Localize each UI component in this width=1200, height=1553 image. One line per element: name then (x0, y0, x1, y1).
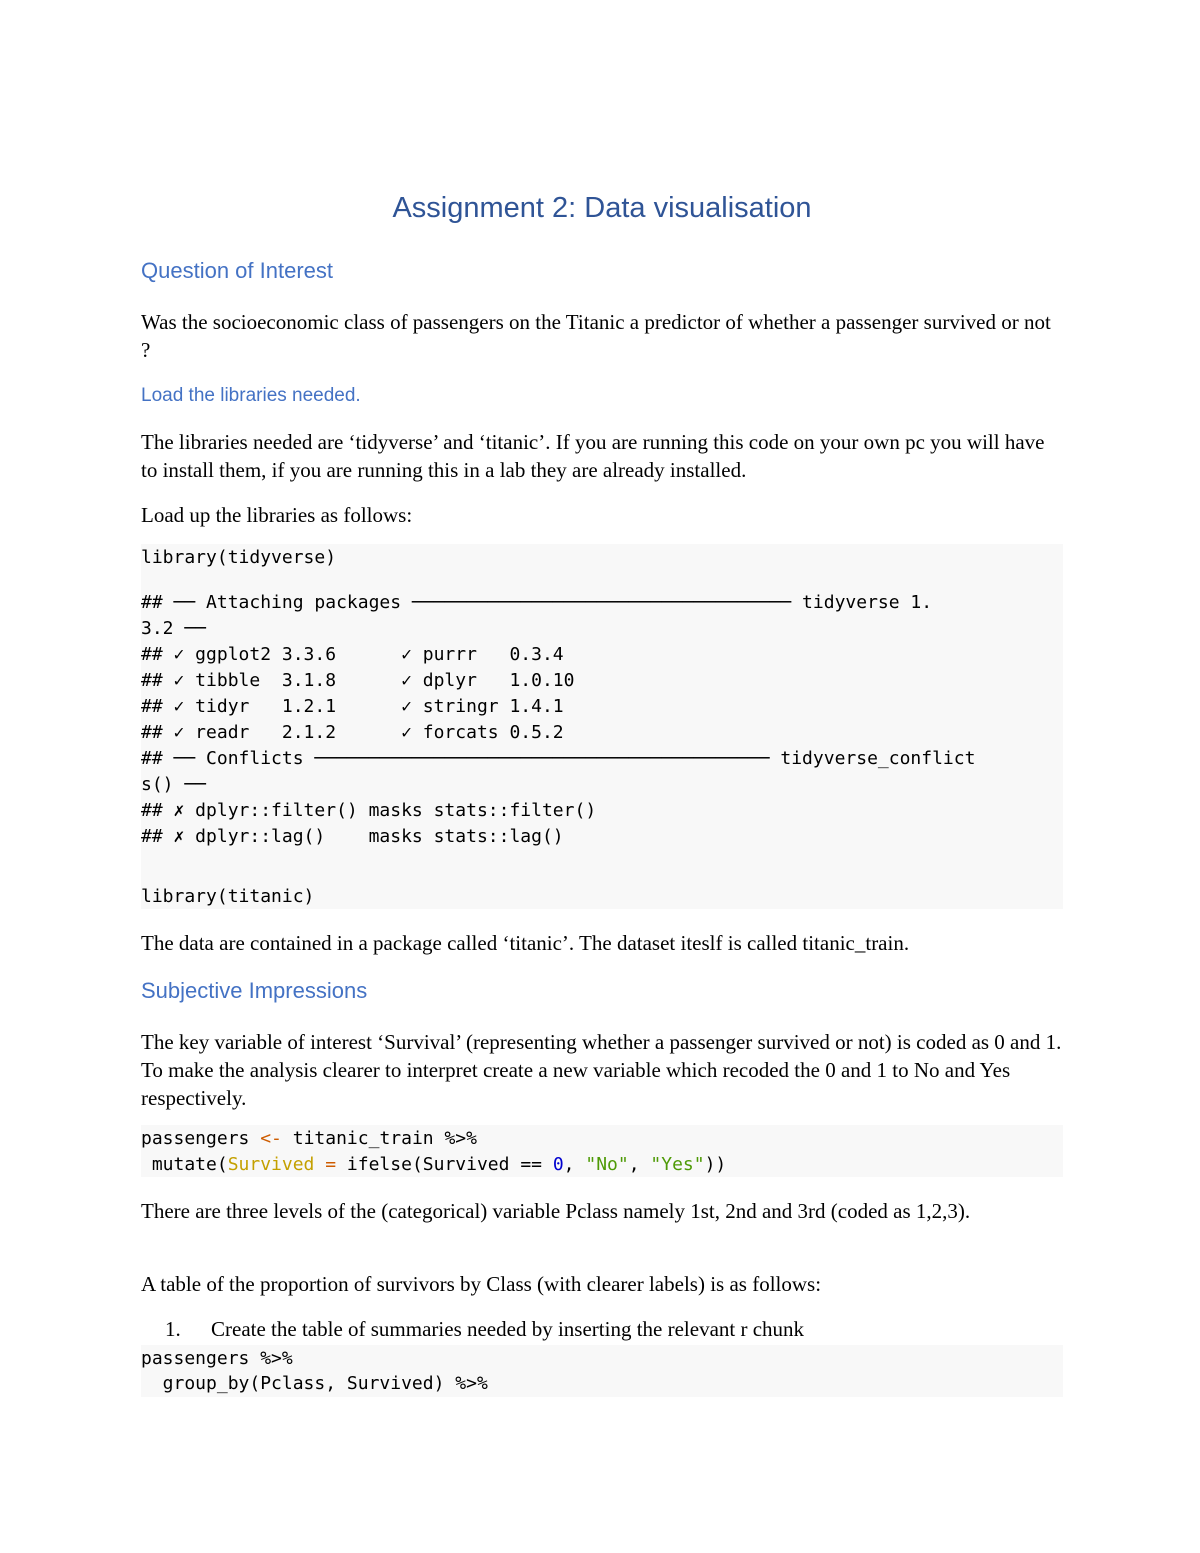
code-token: mutate( (141, 1154, 228, 1175)
table-text: A table of the proportion of survivors by Class (with clearer labels) is as follows: (141, 1272, 822, 1296)
console-output (141, 590, 975, 850)
question-text: Was the socioeconomic class of passengers on the Titanic a predictor of whether a passenger survived or not ? (141, 310, 1051, 362)
output-line: 3.2 ── (141, 618, 207, 639)
output-line: ## ── Conflicts ────────────────────────────────────────── tidyverse_conflict (141, 748, 976, 769)
code-token-string: "Yes" (650, 1154, 705, 1175)
output-line: s() ── (141, 774, 207, 795)
output-line: ## ✓ tibble 3.1.8 ✓ dplyr 1.0.10 (141, 670, 575, 691)
output-line: ## ✗ dplyr::lag() masks stats::lag() (141, 826, 564, 847)
subjective-heading: Subjective Impressions (141, 978, 368, 1003)
data-text: The data are contained in a package called ‘titanic’. The dataset iteslf is called titanic_train. (141, 931, 910, 955)
list-item (165, 1315, 804, 1343)
code-line: library(tidyverse) (141, 547, 337, 568)
output-line: ## ── Attaching packages ─────────────────────────────────── tidyverse 1. (141, 592, 933, 613)
code-token-string: "No" (585, 1154, 629, 1175)
output-line: ## ✗ dplyr::filter() masks stats::filter() (141, 800, 597, 821)
list-item-number: 1. (165, 1317, 181, 1341)
code-token-operator: <- (260, 1128, 282, 1149)
code-token: , (628, 1154, 651, 1175)
code-token-argument: Survived (227, 1154, 315, 1175)
load-up-text: Load up the libraries as follows: (141, 503, 413, 527)
code-token: titanic_train %>% (281, 1128, 477, 1149)
output-line: ## ✓ tidyr 1.2.1 ✓ stringr 1.4.1 (141, 696, 564, 717)
code-token: passengers (141, 1128, 261, 1149)
code-token: )) (704, 1154, 727, 1175)
question-heading: Question of Interest (141, 258, 333, 283)
code-line: library(titanic) (141, 886, 315, 907)
load-heading: Load the libraries needed. (141, 385, 361, 406)
survival-text: The key variable of interest ‘Survival’ (representing whether a passenger survived or not) is coded as 0 and 1. To make the analysis clearer to interpret create a new variable which recoded the 0 and 1 to No and Yes respectively. (141, 1030, 1062, 1110)
libraries-text: The libraries needed are ‘tidyverse’ and ‘titanic’. If you are running this code on your own pc you will have to install them, if you are running this in a lab they are already installed. (141, 430, 1045, 482)
code-mutate (141, 1126, 726, 1178)
code-token: , (563, 1154, 586, 1175)
code-token-number: 0 (552, 1154, 564, 1175)
code-token-operator: = (314, 1154, 347, 1175)
output-line: ## ✓ readr 2.1.2 ✓ forcats 0.5.2 (141, 722, 564, 743)
levels-text: There are three levels of the (categorical) variable Pclass namely 1st, 2nd and 3rd (coded as 1,2,3). (141, 1199, 971, 1223)
list-item-text: Create the table of summaries needed by inserting the relevant r chunk (211, 1317, 805, 1341)
code-token: ifelse(Survived == (346, 1154, 553, 1175)
code-line: group_by(Pclass, Survived) %>% (141, 1373, 488, 1394)
code-line: passengers %>% (141, 1348, 293, 1369)
output-line: ## ✓ ggplot2 3.3.6 ✓ purrr 0.3.4 (141, 644, 564, 665)
page-title: Assignment 2: Data visualisation (392, 192, 812, 224)
